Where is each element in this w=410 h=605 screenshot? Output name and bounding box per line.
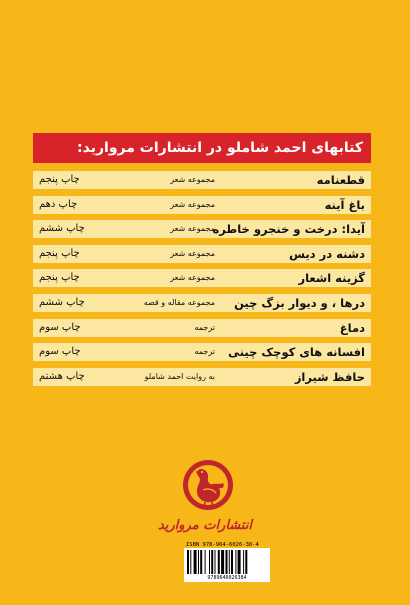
book-edition: چاپ پنجم [39, 174, 80, 185]
book-edition: چاپ هشتم [39, 370, 85, 382]
book-edition: چاپ دهم [39, 198, 78, 210]
publisher-name: انتشارات مروارید [157, 518, 253, 533]
book-list [33, 171, 371, 392]
book-title: قطعنامه [316, 173, 365, 187]
book-genre: مجموعه شعر [170, 224, 215, 234]
book-row [33, 171, 371, 189]
book-genre: به روایت احمد شاملو [144, 371, 215, 381]
barcode [184, 548, 270, 582]
barcode-number: 9789646026384 [207, 575, 247, 581]
book-genre: مجموعه شعر [170, 273, 215, 283]
book-title: دماغ [339, 320, 365, 335]
book-row [33, 220, 371, 238]
book-title: دشنه در دیس [289, 246, 365, 261]
book-edition: چاپ پنجم [39, 272, 80, 284]
book-row [33, 343, 371, 361]
book-row [33, 368, 371, 386]
isbn-label: ISBN 978-964-6026-38-4 [186, 542, 259, 548]
bird-logo-icon [181, 455, 235, 515]
book-title: حافظ شیراز [294, 369, 365, 384]
book-title: درها ، و دیوار بزگ چین [234, 295, 365, 310]
book-row [33, 196, 371, 214]
book-genre: مجموعه شعر [170, 175, 215, 184]
book-title: افسانه های کوچک چینی [228, 345, 365, 360]
book-genre: ترجمه [194, 347, 215, 357]
book-title: آیدا: درخت و خنجرو خاطره [212, 222, 365, 237]
book-genre: مجموعه مقاله و قصه [143, 297, 215, 307]
book-edition: چاپ پنجم [39, 247, 80, 259]
book-row [33, 245, 371, 263]
barcode-bars [187, 550, 267, 574]
book-title: باغ آینه [324, 197, 365, 212]
book-row [33, 294, 371, 312]
book-genre: ترجمه [194, 322, 215, 332]
book-edition: چاپ ششم [39, 223, 85, 235]
book-edition: چاپ سوم [39, 346, 81, 358]
book-genre: مجموعه شعر [170, 199, 215, 209]
book-edition: چاپ ششم [39, 296, 85, 308]
book-row [33, 269, 371, 287]
book-genre: مجموعه شعر [170, 248, 215, 258]
book-title: گزینه اشعار [298, 271, 365, 286]
book-edition: چاپ سوم [39, 321, 81, 333]
books-list-heading: کتابهای احمد شاملو در انتشارات مروارید: [33, 133, 371, 163]
book-row [33, 319, 371, 337]
